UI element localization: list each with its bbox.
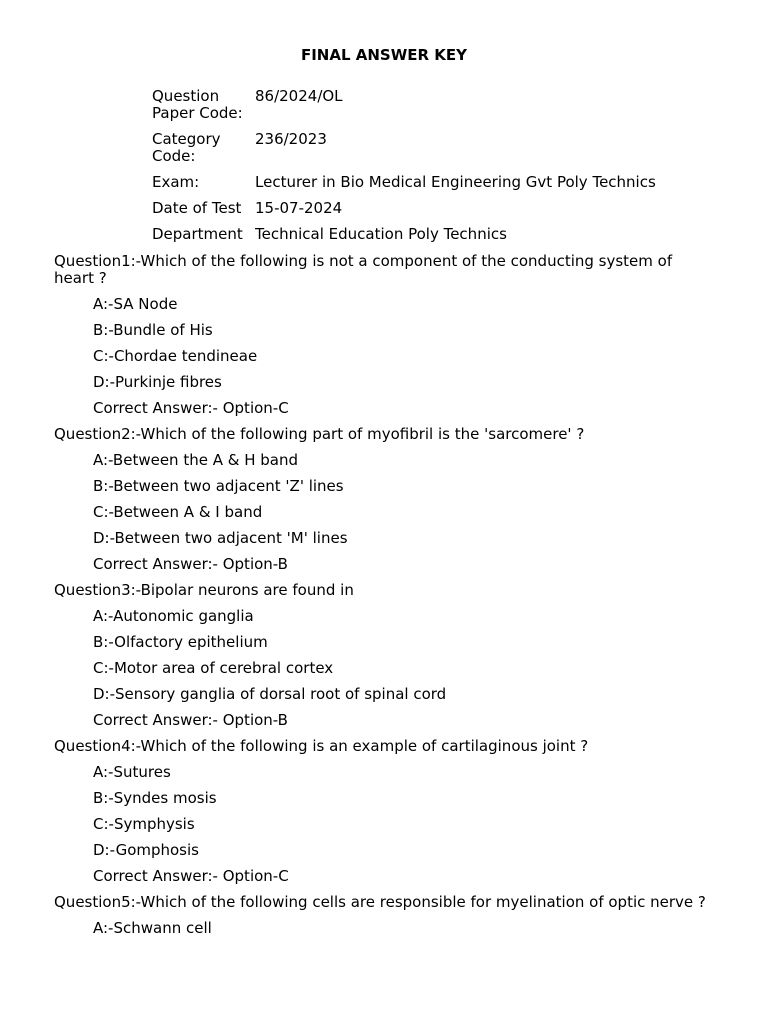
question-text: Question1:-Which of the following is not a component of the conducting system of heart ? xyxy=(54,252,673,287)
meta-label: Category Code: xyxy=(152,130,221,165)
option-a: A:-Sutures xyxy=(93,763,171,781)
option-b: B:-Between two adjacent 'Z' lines xyxy=(93,477,344,495)
correct-answer: Correct Answer:- Option-B xyxy=(93,555,288,573)
meta-row xyxy=(149,130,659,173)
meta-label: Date of Test xyxy=(152,199,242,217)
question-text: Question3:-Bipolar neurons are found in xyxy=(54,581,354,599)
option-c: C:-Between A & I band xyxy=(93,503,263,521)
option-d: D:-Between two adjacent 'M' lines xyxy=(93,529,348,547)
option-a: A:-SA Node xyxy=(93,295,178,313)
option-d: D:-Purkinje fibres xyxy=(93,373,222,391)
meta-row xyxy=(149,225,659,251)
question-list xyxy=(54,253,714,946)
option-a: A:-Autonomic ganglia xyxy=(93,607,254,625)
meta-value: Technical Education Poly Technics xyxy=(255,225,507,243)
option-c: C:-Symphysis xyxy=(93,815,195,833)
meta-value: Lecturer in Bio Medical Engineering Gvt Poly Technics xyxy=(255,173,656,191)
correct-answer: Correct Answer:- Option-C xyxy=(93,867,289,885)
option-b: B:-Syndes mosis xyxy=(93,789,217,807)
meta-row xyxy=(149,199,659,225)
question-text: Question2:-Which of the following part of myofibril is the 'sarcomere' ? xyxy=(54,425,585,443)
question-block xyxy=(54,582,714,738)
option-b: B:-Olfactory epithelium xyxy=(93,633,268,651)
option-a: A:-Between the A & H band xyxy=(93,451,298,469)
meta-label: Exam: xyxy=(152,173,200,191)
exam-meta-table xyxy=(149,87,659,251)
option-d: D:-Sensory ganglia of dorsal root of spinal cord xyxy=(93,685,447,703)
question-block xyxy=(54,426,714,582)
option-c: C:-Chordae tendineae xyxy=(93,347,258,365)
option-a: A:-Schwann cell xyxy=(93,919,212,937)
meta-row xyxy=(149,87,659,130)
page-title: FINAL ANSWER KEY xyxy=(300,46,468,64)
meta-value: 86/2024/OL xyxy=(255,87,343,105)
question-text: Question4:-Which of the following is an example of cartilaginous joint ? xyxy=(54,737,589,755)
question-block xyxy=(54,738,714,894)
meta-row xyxy=(149,173,659,199)
option-d: D:-Gomphosis xyxy=(93,841,199,859)
question-block xyxy=(54,894,714,946)
correct-answer: Correct Answer:- Option-C xyxy=(93,399,289,417)
meta-label: Question Paper Code: xyxy=(152,87,243,122)
correct-answer: Correct Answer:- Option-B xyxy=(93,711,288,729)
meta-value: 236/2023 xyxy=(255,130,327,148)
question-block xyxy=(54,253,714,426)
meta-label: Department xyxy=(152,225,243,243)
question-text: Question5:-Which of the following cells are responsible for myelination of optic nerve ? xyxy=(54,893,706,911)
meta-value: 15-07-2024 xyxy=(255,199,343,217)
option-b: B:-Bundle of His xyxy=(93,321,213,339)
option-c: C:-Motor area of cerebral cortex xyxy=(93,659,334,677)
